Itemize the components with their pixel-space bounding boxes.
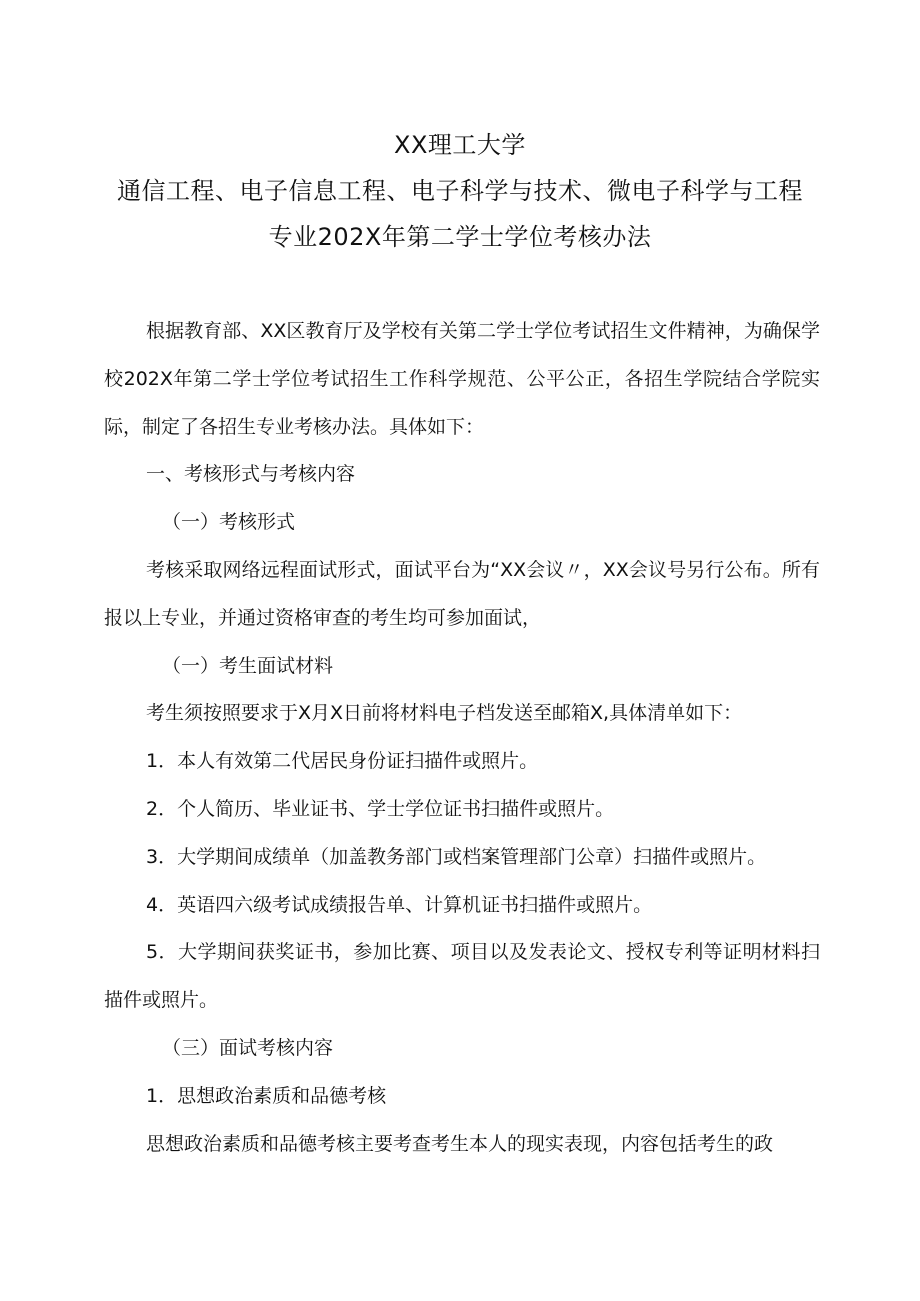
title-university: XX理工大学 — [394, 131, 526, 159]
subsection-heading-content: （三）面试考核内容 — [162, 1036, 334, 1059]
materials-intro: 考生须按照要求于X月X日前将材料电子档发送至邮箱X,具体清单如下： — [146, 702, 743, 725]
list-item: 2．个人简历、毕业证书、学士学位证书扫描件或照片。 — [146, 797, 615, 820]
form-paragraph: 考核采取网络远程面试形式，面试平台为“XX会议〃，XX会议号另行公布。所有报以上专业，并通过资格审查的考生均可参加面试， — [104, 558, 820, 629]
content-item-heading: 1．思想政治素质和品德考核 — [146, 1084, 387, 1107]
title-method: 专业202X年第二学士学位考核办法 — [268, 223, 652, 251]
title-majors: 通信工程、电子信息工程、电子科学与技术、微电子科学与工程 — [117, 177, 803, 205]
document-body — [104, 308, 820, 1168]
list-item: 1．本人有效第二代居民身份证扫描件或照片。 — [146, 750, 539, 773]
document-title — [0, 122, 920, 260]
subsection-heading-materials: （一）考生面试材料 — [162, 654, 334, 677]
list-item: 3．大学期间成绩单（加盖教务部门或档案管理部门公章）扫描件或照片。 — [146, 845, 767, 868]
list-item: 5．大学期间获奖证书，参加比赛、项目以及发表论文、授权专利等证明材料扫描件或照片。 — [104, 941, 820, 1012]
list-item: 4．英语四六级考试成绩报告单、计算机证书扫描件或照片。 — [146, 893, 653, 916]
subsection-heading-form: （一）考核形式 — [162, 511, 296, 534]
content-paragraph: 思想政治素质和品德考核主要考查考生本人的现实表现，内容包括考生的政 — [146, 1132, 774, 1155]
section-heading-1: 一、考核形式与考核内容 — [146, 463, 356, 486]
intro-paragraph: 根据教育部、XX区教育厅及学校有关第二学士学位考试招生文件精神，为确保学校202X年第二学士学位考试招生工作科学规范、公平公正，各招生学院结合学院实际，制定了各招生专业考核办法。具体如下： — [104, 320, 820, 438]
